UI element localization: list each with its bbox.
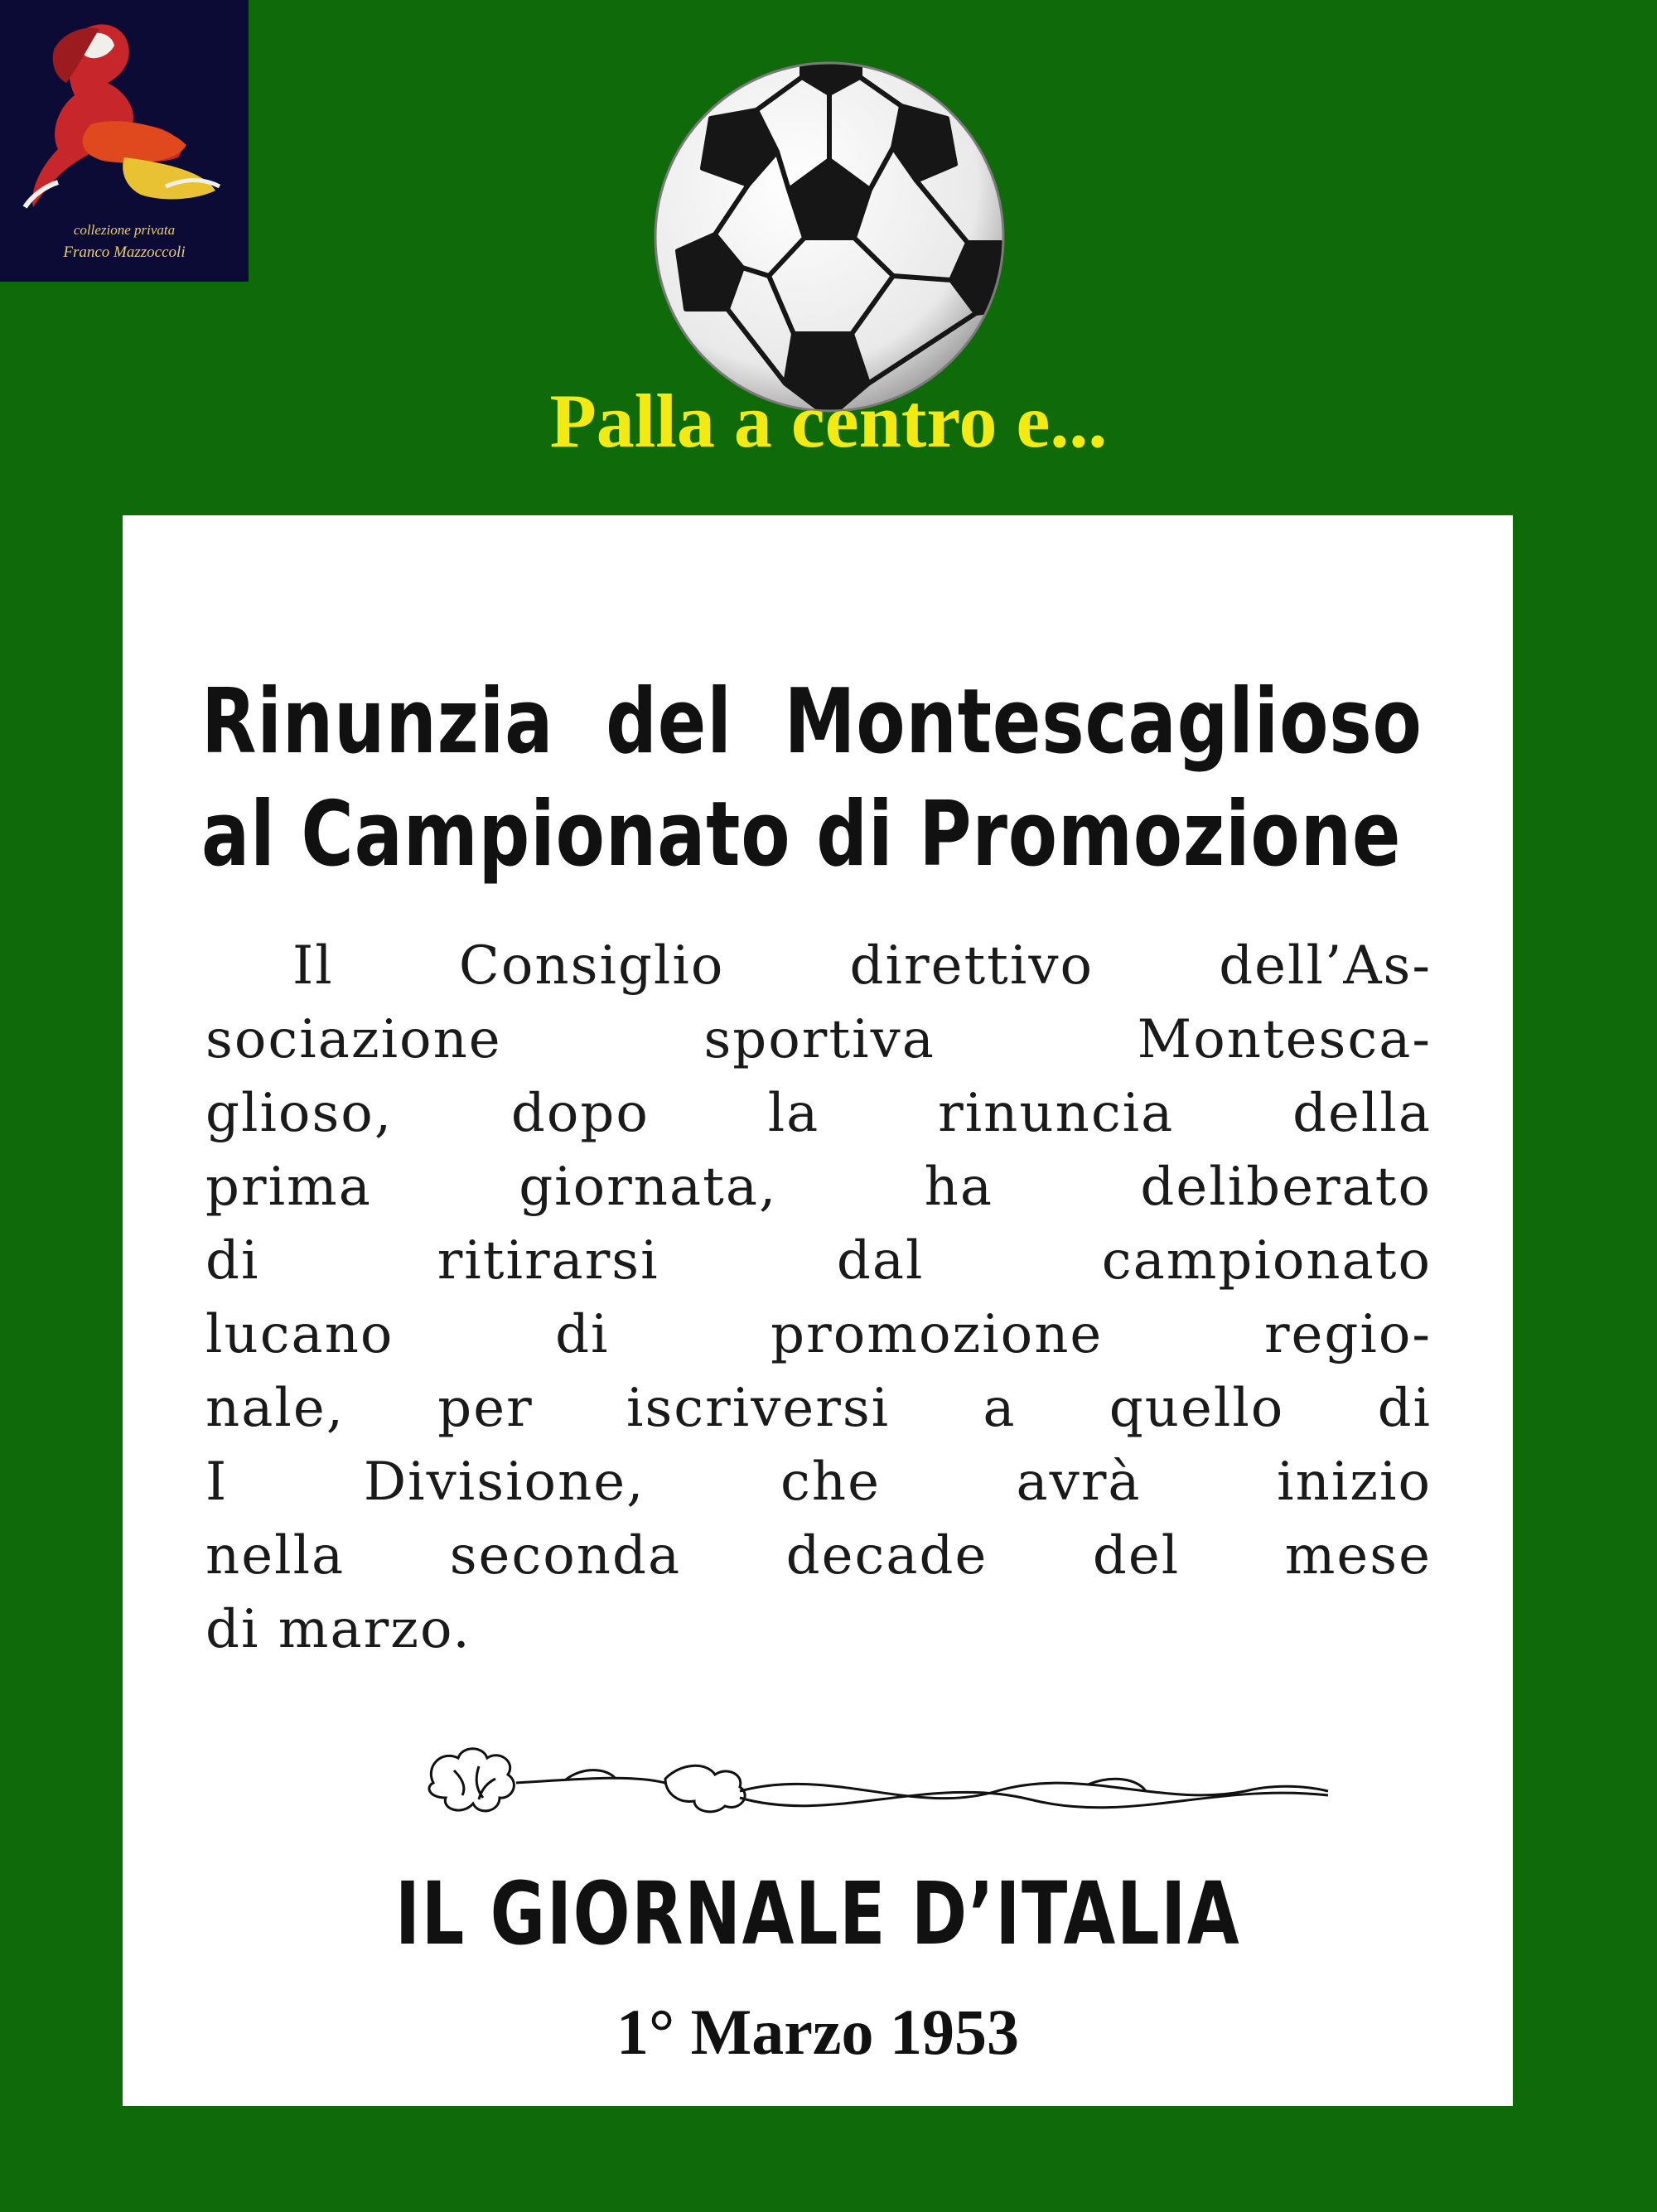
article-body-line: glioso, dopo la rinuncia della — [205, 1083, 1432, 1144]
newspaper-masthead — [123, 1863, 1513, 1964]
article-body-line: sociazione sportiva Montesca- — [205, 1009, 1432, 1070]
article-body-line: nale, per iscriversi a quello di — [205, 1378, 1432, 1439]
article-body — [205, 930, 1432, 1667]
article-title-line-2: al Campionato di Promozione — [201, 783, 1402, 886]
soccer-ball-icon — [653, 60, 1006, 413]
dancer-illustration — [0, 0, 249, 282]
logo-caption-collection: collezione privata — [73, 222, 176, 238]
logo-caption-owner: Franco Mazzoccoli — [63, 244, 186, 261]
collection-logo — [0, 0, 249, 282]
article-body-line: I Divisione, che avrà inizio — [205, 1451, 1432, 1513]
page-headline: Palla a centro e... — [549, 379, 1108, 463]
article-body-line: di ritirarsi dal campionato — [205, 1230, 1432, 1292]
article-body-line: lucano di promozione regio- — [205, 1304, 1432, 1365]
publication-date: 1° Marzo 1953 — [616, 1996, 1020, 2068]
article-title-line-1: Rinunzia del Montescaglioso — [201, 670, 1423, 774]
article-body-line: prima giornata, ha deliberato — [205, 1157, 1432, 1218]
newspaper-clipping-panel — [123, 515, 1513, 2106]
floral-ornament-icon — [417, 1733, 1345, 1833]
article-body-line: nella seconda decade del mese — [205, 1525, 1432, 1587]
article-body-line: Il Consiglio direttivo dell’As- — [292, 935, 1432, 997]
newspaper-name: IL GIORNALE D’ITALIA — [394, 1863, 1241, 1964]
article-body-line: di marzo. — [205, 1599, 471, 1660]
